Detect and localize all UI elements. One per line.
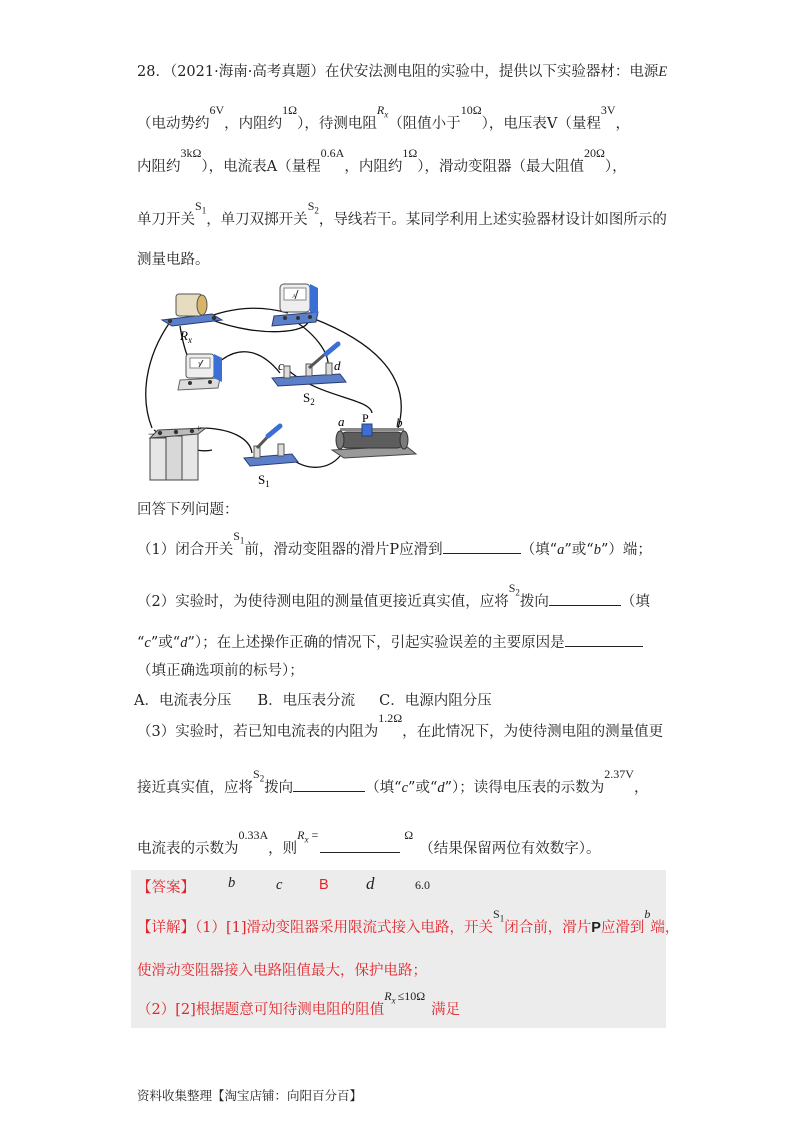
q3-blank-2[interactable] [320, 837, 400, 853]
question-line-1: 28．（2021·海南·高考真题）在伏安法测电阻的实验中，提供以下实验器材：电源E [137, 64, 668, 80]
option-b: B．电压表分流 [257, 693, 356, 709]
q3-line-3: 电流表的示数为$^{0.33A}$，则$^{R_x}$ = $^\Omega$（结果保留两位有效数字）。 [137, 828, 601, 857]
answer-value-2: c [276, 877, 283, 893]
battery-plus-label: + [196, 424, 202, 435]
q2-line-3: （填正确选项前的标号）； [137, 663, 304, 679]
rheostat-p-label: P [362, 411, 369, 425]
explanation-tag: 【详解】 [137, 920, 195, 936]
answer-prompt: 回答下列问题： [137, 502, 239, 518]
q3-blank-1[interactable] [293, 776, 365, 792]
wire [200, 428, 252, 453]
q1-line: （1）闭合开关$^{S_1}$前，滑动变阻器的滑片P应滑到 （填“a”或“b”）端； [137, 529, 652, 558]
option-c: C．电源内阻分压 [379, 693, 492, 709]
q1-blank[interactable] [443, 538, 521, 554]
explanation-line-1: 【详解】（1）[1]滑动变阻器采用限流式接入电路，开关$^{S_1}$闭合前，滑片P应滑到$^b$端， [137, 907, 680, 936]
q2-line-1: （2）实验时，为使待测电阻的测量值更接近真实值，应将$^{S_2}$拨向 （填 [137, 581, 650, 610]
ammeter-mark: A [292, 294, 297, 300]
terminal-c-label: c [278, 358, 284, 373]
q2-blank-1[interactable] [549, 590, 621, 606]
voltmeter [178, 354, 222, 390]
s1-label: $S_1$ [258, 472, 270, 489]
question-line-5: 测量电路。 [137, 252, 210, 268]
answer-value-3: B [319, 877, 329, 893]
wire [290, 318, 328, 368]
wire [312, 318, 401, 428]
resistor-rx [162, 294, 222, 326]
question-line-2: （电动势约$^{6V}$，内阻约$^{1\Omega}$），待测电阻$^{R_x}$（阻值小于$^{10\Omega}$），电压表V（量程$^{3V}$， [137, 103, 631, 132]
wire [146, 322, 170, 428]
answer-value-4: d [366, 874, 375, 893]
battery-minus-label: − [148, 427, 155, 441]
q2-blank-2[interactable] [565, 631, 643, 647]
options-line [134, 691, 492, 711]
circuit-figure [140, 278, 430, 490]
answer-value-1: b [228, 875, 236, 891]
q3-line-2: 接近真实值，应将$^{S_2}$拨向 （填“c”或“d”）；读得电压表的示数为$^{2.37V}$， [137, 767, 649, 796]
answer-value-5: 6.0 [415, 878, 430, 892]
explanation-line-3: （2）[2]根据题意可知待测电阻的阻值$^{R_x}$ $^{\le 10\Omega}$满足 [137, 989, 461, 1018]
battery [150, 428, 206, 480]
rx-label: $R_x$ [180, 328, 192, 345]
s2-label: $S_2$ [303, 390, 315, 407]
question-line-3: 内阻约$^{3k\Omega}$），电流表A（量程$^{0.6A}$，内阻约$^{1\Omega}$），滑动变阻器（最大阻值$^{20\Omega}$）， [137, 146, 627, 175]
switch-s1 [244, 426, 298, 466]
question-line-4: 单刀开关$^{S_1}$，单刀双掷开关$^{S_2}$，导线若干。某同学利用上述实验器材设计如图所示的 [137, 199, 667, 228]
answer-line [137, 878, 195, 898]
rheostat [332, 424, 416, 458]
ammeter [272, 284, 318, 326]
q3-line-1: （3）实验时，若已知电流表的内阻为$^{1.2\Omega}$，在此情况下，为使待测电阻的测量值更 [137, 711, 664, 740]
voltmeter-mark: V [198, 362, 203, 368]
question-number: 28． [137, 64, 170, 80]
answer-tag: 【答案】 [137, 880, 195, 896]
question-source: （2021·海南·高考真题） [169, 64, 325, 80]
footer-credit: 资料收集整理【淘宝店铺：向阳百分百】 [137, 1088, 363, 1103]
explanation-line-2: 使滑动变阻器接入电路阻值最大，保护电路； [137, 963, 427, 979]
rheostat-b-label: b [396, 415, 403, 430]
terminal-d-label: d [334, 358, 341, 373]
q2-line-2: “c”或“d”）；在上述操作正确的情况下，引起实验误差的主要原因是 [137, 631, 643, 653]
option-a: A．电流表分压 [134, 693, 232, 709]
rheostat-a-label: a [338, 414, 345, 429]
